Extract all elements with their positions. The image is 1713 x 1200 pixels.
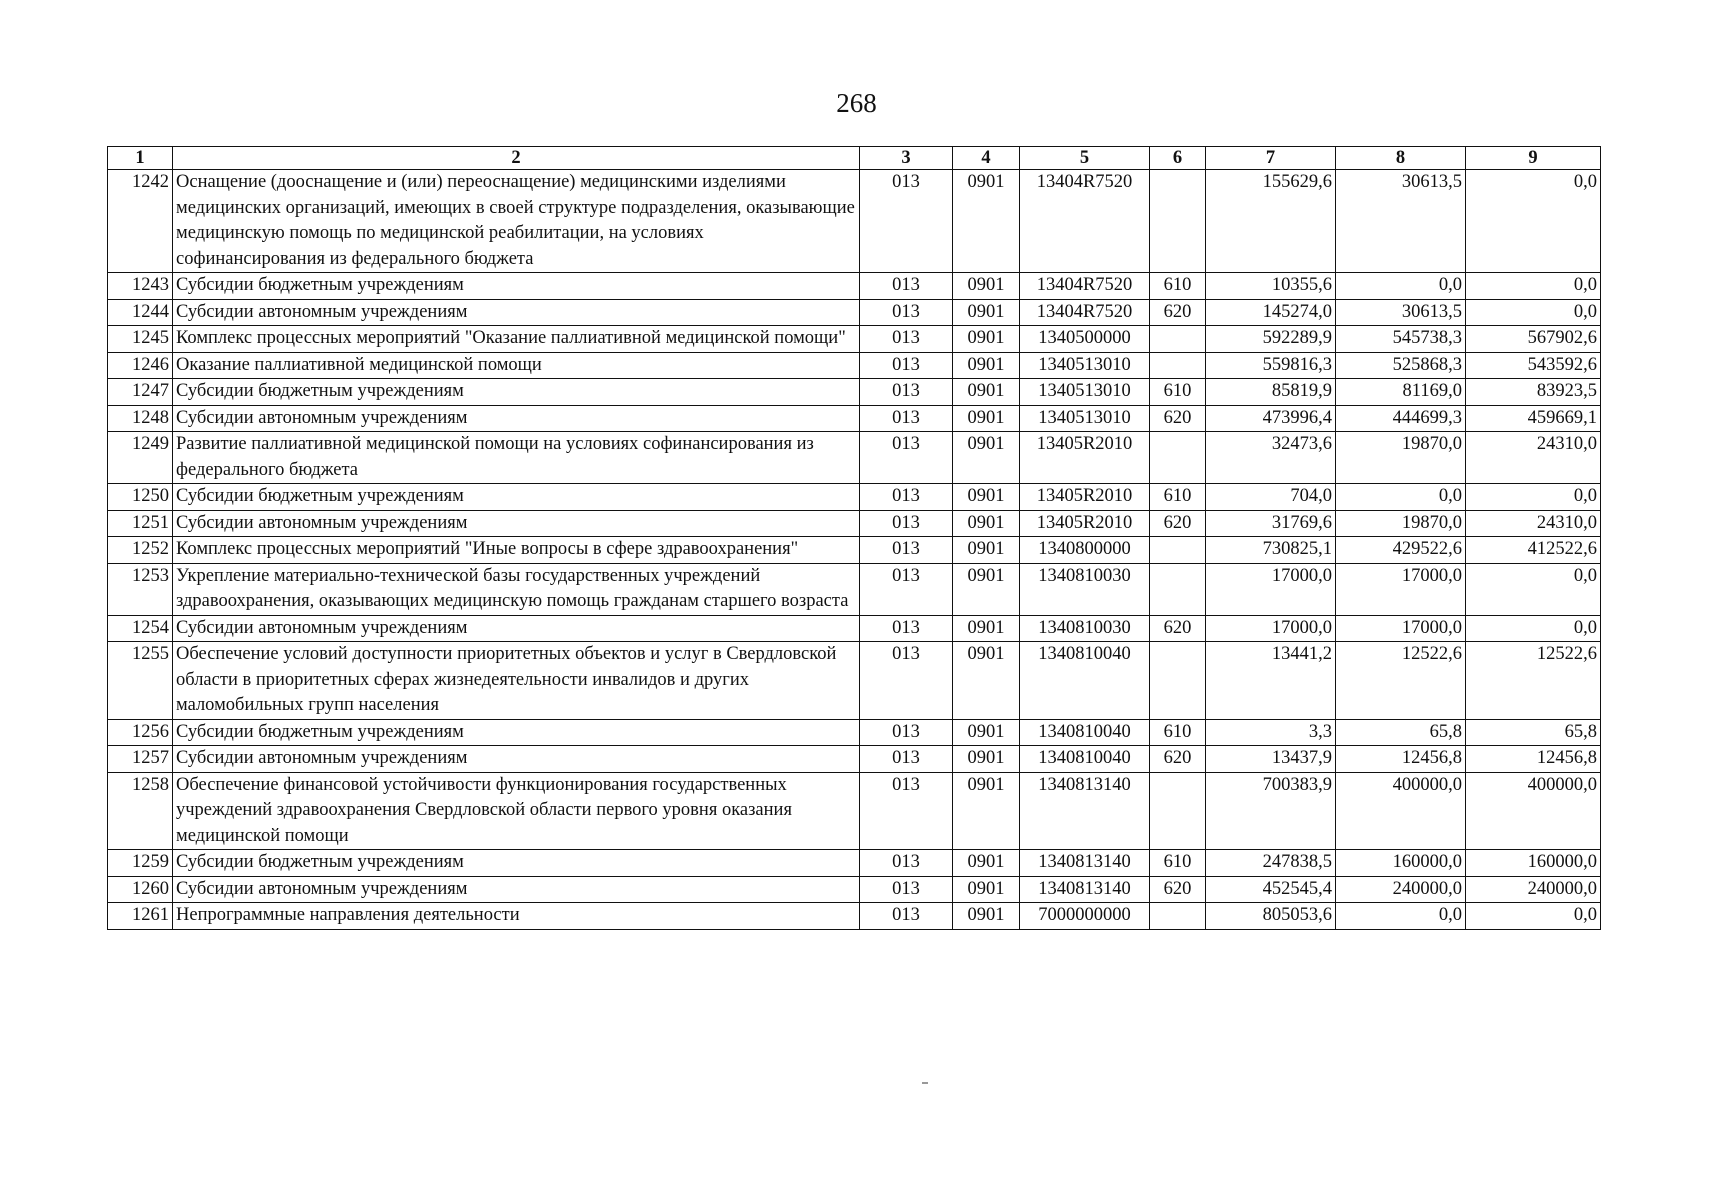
amount-col9: 567902,6 xyxy=(1466,326,1601,353)
row-name: Оснащение (дооснащение и (или) переоснащение) медицинскими изделиями медицинских организаций, имеющих в своей структуре подразделения, оказывающие медицинскую помощь по медицинской реабилитации, на условиях софинансирования из федерального бюджета xyxy=(173,170,860,273)
amount-col8: 545738,3 xyxy=(1336,326,1466,353)
admin-code: 013 xyxy=(860,903,953,930)
section-code: 0901 xyxy=(953,510,1020,537)
amount-col7: 145274,0 xyxy=(1206,299,1336,326)
target-code: 1340800000 xyxy=(1020,537,1150,564)
admin-code: 013 xyxy=(860,719,953,746)
amount-col9: 0,0 xyxy=(1466,273,1601,300)
amount-col8: 429522,6 xyxy=(1336,537,1466,564)
amount-col7: 32473,6 xyxy=(1206,432,1336,484)
table-row xyxy=(108,510,1601,537)
table-row xyxy=(108,299,1601,326)
expense-type xyxy=(1150,170,1206,273)
target-code: 1340513010 xyxy=(1020,379,1150,406)
amount-col9: 160000,0 xyxy=(1466,850,1601,877)
amount-col9: 12522,6 xyxy=(1466,642,1601,720)
expense-type xyxy=(1150,326,1206,353)
amount-col9: 543592,6 xyxy=(1466,352,1601,379)
section-code: 0901 xyxy=(953,719,1020,746)
amount-col9: 12456,8 xyxy=(1466,746,1601,773)
target-code: 1340513010 xyxy=(1020,352,1150,379)
section-code: 0901 xyxy=(953,772,1020,850)
admin-code: 013 xyxy=(860,746,953,773)
admin-code: 013 xyxy=(860,876,953,903)
table-row xyxy=(108,615,1601,642)
amount-col7: 17000,0 xyxy=(1206,615,1336,642)
row-number: 1247 xyxy=(108,379,173,406)
column-header: 7 xyxy=(1206,147,1336,170)
column-header: 6 xyxy=(1150,147,1206,170)
target-code: 13404R7520 xyxy=(1020,170,1150,273)
column-header: 2 xyxy=(173,147,860,170)
row-name: Субсидии бюджетным учреждениям xyxy=(173,850,860,877)
amount-col9: 0,0 xyxy=(1466,615,1601,642)
amount-col7: 805053,6 xyxy=(1206,903,1336,930)
expense-type: 620 xyxy=(1150,510,1206,537)
row-name: Субсидии автономным учреждениям xyxy=(173,876,860,903)
amount-col8: 12522,6 xyxy=(1336,642,1466,720)
row-number: 1242 xyxy=(108,170,173,273)
target-code: 1340810030 xyxy=(1020,615,1150,642)
row-name: Обеспечение финансовой устойчивости функционирования государственных учреждений здравоохранения Свердловской области первого уровня оказания медицинской помощи xyxy=(173,772,860,850)
section-code: 0901 xyxy=(953,903,1020,930)
section-code: 0901 xyxy=(953,432,1020,484)
target-code: 13404R7520 xyxy=(1020,273,1150,300)
target-code: 13404R7520 xyxy=(1020,299,1150,326)
amount-col8: 160000,0 xyxy=(1336,850,1466,877)
admin-code: 013 xyxy=(860,510,953,537)
amount-col8: 65,8 xyxy=(1336,719,1466,746)
expense-type: 610 xyxy=(1150,719,1206,746)
amount-col7: 13437,9 xyxy=(1206,746,1336,773)
row-name: Субсидии автономным учреждениям xyxy=(173,405,860,432)
target-code: 1340810030 xyxy=(1020,563,1150,615)
row-number: 1250 xyxy=(108,484,173,511)
expense-type xyxy=(1150,772,1206,850)
amount-col7: 559816,3 xyxy=(1206,352,1336,379)
target-code: 1340813140 xyxy=(1020,876,1150,903)
target-code: 13405R2010 xyxy=(1020,510,1150,537)
column-header: 1 xyxy=(108,147,173,170)
table-row xyxy=(108,273,1601,300)
admin-code: 013 xyxy=(860,326,953,353)
table-row xyxy=(108,432,1601,484)
table-row xyxy=(108,719,1601,746)
section-code: 0901 xyxy=(953,850,1020,877)
amount-col8: 12456,8 xyxy=(1336,746,1466,773)
table-row xyxy=(108,379,1601,406)
table-row xyxy=(108,405,1601,432)
amount-col9: 240000,0 xyxy=(1466,876,1601,903)
target-code: 1340810040 xyxy=(1020,746,1150,773)
amount-col9: 24310,0 xyxy=(1466,432,1601,484)
row-number: 1254 xyxy=(108,615,173,642)
section-code: 0901 xyxy=(953,299,1020,326)
row-number: 1259 xyxy=(108,850,173,877)
expense-type: 620 xyxy=(1150,615,1206,642)
row-name: Комплекс процессных мероприятий "Оказание паллиативной медицинской помощи" xyxy=(173,326,860,353)
row-number: 1248 xyxy=(108,405,173,432)
row-number: 1252 xyxy=(108,537,173,564)
row-name: Субсидии автономным учреждениям xyxy=(173,299,860,326)
amount-col8: 19870,0 xyxy=(1336,510,1466,537)
column-header: 3 xyxy=(860,147,953,170)
table-row xyxy=(108,772,1601,850)
target-code: 13405R2010 xyxy=(1020,484,1150,511)
row-number: 1251 xyxy=(108,510,173,537)
table-row xyxy=(108,537,1601,564)
section-code: 0901 xyxy=(953,379,1020,406)
amount-col8: 240000,0 xyxy=(1336,876,1466,903)
amount-col8: 0,0 xyxy=(1336,484,1466,511)
row-number: 1246 xyxy=(108,352,173,379)
table-row xyxy=(108,170,1601,273)
table-row xyxy=(108,642,1601,720)
amount-col7: 31769,6 xyxy=(1206,510,1336,537)
amount-col7: 17000,0 xyxy=(1206,563,1336,615)
expense-type: 620 xyxy=(1150,746,1206,773)
row-number: 1257 xyxy=(108,746,173,773)
expense-type xyxy=(1150,352,1206,379)
page-number: 268 xyxy=(836,88,877,118)
row-name: Укрепление материально-технической базы государственных учреждений здравоохранения, оказывающих медицинскую помощь гражданам старшего возраста xyxy=(173,563,860,615)
row-number: 1256 xyxy=(108,719,173,746)
expense-type: 620 xyxy=(1150,299,1206,326)
target-code: 1340813140 xyxy=(1020,772,1150,850)
amount-col7: 704,0 xyxy=(1206,484,1336,511)
amount-col8: 19870,0 xyxy=(1336,432,1466,484)
amount-col9: 0,0 xyxy=(1466,903,1601,930)
table-row xyxy=(108,850,1601,877)
admin-code: 013 xyxy=(860,537,953,564)
expense-type xyxy=(1150,432,1206,484)
expense-type: 610 xyxy=(1150,379,1206,406)
amount-col7: 85819,9 xyxy=(1206,379,1336,406)
header-row xyxy=(108,147,1601,170)
row-name: Оказание паллиативной медицинской помощи xyxy=(173,352,860,379)
expense-type xyxy=(1150,563,1206,615)
amount-col7: 452545,4 xyxy=(1206,876,1336,903)
target-code: 1340500000 xyxy=(1020,326,1150,353)
amount-col8: 17000,0 xyxy=(1336,615,1466,642)
row-name: Субсидии бюджетным учреждениям xyxy=(173,273,860,300)
admin-code: 013 xyxy=(860,432,953,484)
table-row xyxy=(108,563,1601,615)
row-number: 1255 xyxy=(108,642,173,720)
amount-col9: 0,0 xyxy=(1466,484,1601,511)
amount-col9: 65,8 xyxy=(1466,719,1601,746)
row-name: Субсидии автономным учреждениям xyxy=(173,510,860,537)
row-number: 1261 xyxy=(108,903,173,930)
row-number: 1258 xyxy=(108,772,173,850)
expense-type: 610 xyxy=(1150,273,1206,300)
section-code: 0901 xyxy=(953,484,1020,511)
row-name: Обеспечение условий доступности приоритетных объектов и услуг в Свердловской области в приоритетных сферах жизнедеятельности инвалидов и других маломобильных групп населения xyxy=(173,642,860,720)
amount-col9: 24310,0 xyxy=(1466,510,1601,537)
row-name: Субсидии автономным учреждениям xyxy=(173,615,860,642)
section-code: 0901 xyxy=(953,405,1020,432)
target-code: 13405R2010 xyxy=(1020,432,1150,484)
table-row xyxy=(108,903,1601,930)
column-header: 4 xyxy=(953,147,1020,170)
amount-col7: 10355,6 xyxy=(1206,273,1336,300)
amount-col7: 700383,9 xyxy=(1206,772,1336,850)
expense-type xyxy=(1150,903,1206,930)
amount-col7: 730825,1 xyxy=(1206,537,1336,564)
column-header: 8 xyxy=(1336,147,1466,170)
amount-col9: 459669,1 xyxy=(1466,405,1601,432)
expense-type: 610 xyxy=(1150,850,1206,877)
table-row xyxy=(108,484,1601,511)
amount-col8: 0,0 xyxy=(1336,903,1466,930)
admin-code: 013 xyxy=(860,615,953,642)
admin-code: 013 xyxy=(860,352,953,379)
row-name: Субсидии бюджетным учреждениям xyxy=(173,484,860,511)
admin-code: 013 xyxy=(860,405,953,432)
row-number: 1253 xyxy=(108,563,173,615)
row-name: Субсидии бюджетным учреждениям xyxy=(173,379,860,406)
column-header: 9 xyxy=(1466,147,1601,170)
table-row xyxy=(108,352,1601,379)
row-name: Субсидии бюджетным учреждениям xyxy=(173,719,860,746)
expense-type: 620 xyxy=(1150,405,1206,432)
admin-code: 013 xyxy=(860,299,953,326)
row-name: Развитие паллиативной медицинской помощи на условиях софинансирования из федерального бюджета xyxy=(173,432,860,484)
column-header: 5 xyxy=(1020,147,1150,170)
amount-col7: 155629,6 xyxy=(1206,170,1336,273)
target-code: 1340810040 xyxy=(1020,642,1150,720)
expense-type: 620 xyxy=(1150,876,1206,903)
table-row xyxy=(108,326,1601,353)
section-code: 0901 xyxy=(953,326,1020,353)
amount-col9: 0,0 xyxy=(1466,563,1601,615)
amount-col7: 13441,2 xyxy=(1206,642,1336,720)
target-code: 1340513010 xyxy=(1020,405,1150,432)
section-code: 0901 xyxy=(953,642,1020,720)
amount-col9: 83923,5 xyxy=(1466,379,1601,406)
row-number: 1249 xyxy=(108,432,173,484)
target-code: 7000000000 xyxy=(1020,903,1150,930)
section-code: 0901 xyxy=(953,615,1020,642)
admin-code: 013 xyxy=(860,273,953,300)
row-name: Субсидии автономным учреждениям xyxy=(173,746,860,773)
expense-type xyxy=(1150,642,1206,720)
section-code: 0901 xyxy=(953,876,1020,903)
admin-code: 013 xyxy=(860,850,953,877)
amount-col9: 0,0 xyxy=(1466,299,1601,326)
amount-col8: 30613,5 xyxy=(1336,170,1466,273)
row-number: 1243 xyxy=(108,273,173,300)
amount-col8: 444699,3 xyxy=(1336,405,1466,432)
amount-col8: 0,0 xyxy=(1336,273,1466,300)
budget-table xyxy=(107,146,1601,930)
target-code: 1340810040 xyxy=(1020,719,1150,746)
row-number: 1260 xyxy=(108,876,173,903)
section-code: 0901 xyxy=(953,170,1020,273)
amount-col8: 400000,0 xyxy=(1336,772,1466,850)
admin-code: 013 xyxy=(860,484,953,511)
section-code: 0901 xyxy=(953,537,1020,564)
target-code: 1340813140 xyxy=(1020,850,1150,877)
table-row xyxy=(108,876,1601,903)
amount-col7: 247838,5 xyxy=(1206,850,1336,877)
row-name: Комплекс процессных мероприятий "Иные вопросы в сфере здравоохранения" xyxy=(173,537,860,564)
admin-code: 013 xyxy=(860,772,953,850)
amount-col9: 400000,0 xyxy=(1466,772,1601,850)
amount-col8: 30613,5 xyxy=(1336,299,1466,326)
admin-code: 013 xyxy=(860,563,953,615)
row-number: 1244 xyxy=(108,299,173,326)
row-name: Непрограммные направления деятельности xyxy=(173,903,860,930)
section-code: 0901 xyxy=(953,563,1020,615)
admin-code: 013 xyxy=(860,379,953,406)
table-row xyxy=(108,746,1601,773)
amount-col8: 17000,0 xyxy=(1336,563,1466,615)
admin-code: 013 xyxy=(860,170,953,273)
amount-col8: 81169,0 xyxy=(1336,379,1466,406)
amount-col9: 412522,6 xyxy=(1466,537,1601,564)
expense-type xyxy=(1150,537,1206,564)
expense-type: 610 xyxy=(1150,484,1206,511)
amount-col8: 525868,3 xyxy=(1336,352,1466,379)
row-number: 1245 xyxy=(108,326,173,353)
scan-speck xyxy=(922,1082,928,1084)
section-code: 0901 xyxy=(953,746,1020,773)
amount-col7: 3,3 xyxy=(1206,719,1336,746)
amount-col7: 473996,4 xyxy=(1206,405,1336,432)
section-code: 0901 xyxy=(953,273,1020,300)
amount-col9: 0,0 xyxy=(1466,170,1601,273)
amount-col7: 592289,9 xyxy=(1206,326,1336,353)
admin-code: 013 xyxy=(860,642,953,720)
section-code: 0901 xyxy=(953,352,1020,379)
